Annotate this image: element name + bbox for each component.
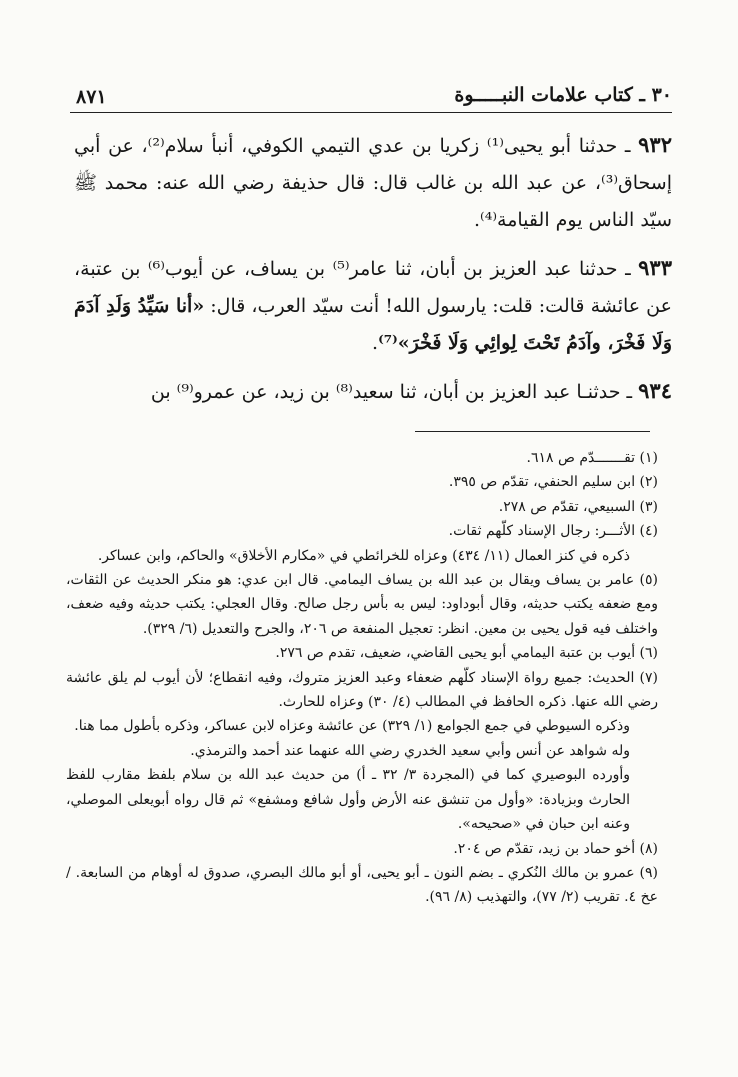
hadith-text: ـ حدثنا أبو يحيى⁽¹⁾ زكريا بن عدي التيمي الكوفي، أنبأ سلام⁽²⁾، عن أبي إسحاق⁽³⁾، عن عبد الله بن غالب قال: قال حذيفة رضي الله عنه: محمد ﷺ سيّد الناس يوم القيامة⁽⁴⁾. — [74, 135, 672, 231]
hadith-number: ٩٣٢ — [638, 132, 672, 157]
footnote: (١) تقـــــــدّم ص ٦١٨. — [526, 450, 658, 466]
footnote: (٧) الحديث: جميع رواة الإسناد كلّهم ضعفاء وعبد العزيز متروك، وفيه انقطاع؛ لأن أيوب لم يلق عائشة رضي الله عنها. ذكره الحافظ في المطالب (٤/ ٣٠) وعزاه للحارث. — [66, 669, 658, 711]
hadith-934 — [74, 372, 672, 411]
footnote-continuation: وأورده البوصيري كما في (المجردة ٣/ ٣٢ ـ أ) من حديث عبد الله بن سلام بلفظ مقارب للفظ الحارث وبزيادة: «وأول من تنشق عنه الأرض وأول شافع ومشفع» ثم قال رواه أبويعلى الموصلي، وعنه ابن حبان في «صحيحه». — [66, 767, 630, 833]
hadith-number: ٩٣٣ — [638, 255, 672, 280]
footnotes — [66, 446, 658, 910]
hadith-933 — [74, 249, 672, 362]
footnote: (٢) ابن سليم الحنفي، تقدّم ص ٣٩٥. — [448, 474, 658, 491]
page-header — [70, 82, 672, 113]
hadith-text: ـ حدثنا عبد العزيز بن أبان، ثنا عامر⁽⁵⁾ بن يساف، عن أيوب⁽⁶⁾ بن عتبة، عن عائشة قالت: قلت: يارسول الله! أنت سيّد العرب، قال: — [74, 258, 672, 317]
footnote: (٤) الأثـــر: رجال الإسناد كلّهم ثقات. — [448, 523, 658, 540]
footnote-continuation: وله شواهد عن أنس وأبي سعيد الخدري رضي الله عنهما عند أحمد والترمذي. — [190, 742, 630, 759]
main-text — [74, 126, 672, 421]
page-number: ٨٧١ — [76, 86, 107, 108]
footnote-continuation: ذكره في كنز العمال (١١/ ٤٣٤) وعزاه للخرائطي في «مكارم الأخلاق» والحاكم، وابن عساكر. — [97, 547, 630, 564]
hadith-quote: «أنا سَيِّدُ وَلَدِ آدَمَ وَلَا فَخْرَ، وآدَمُ تَحْتَ لِوائِي وَلَا فَخْرَ»⁽⁷⁾ — [74, 295, 672, 354]
hadith-number: ٩٣٤ — [638, 378, 672, 403]
footnote-separator — [415, 431, 650, 432]
footnote: (٩) عمرو بن مالك النُكري ـ بضم النون ـ أبو يحيى، أو أبو مالك البصري، صدوق له أوهام من السابعة. /عخ ٤. تقريب (٢/ ٧٧)، والتهذيب (٨/ ٩٦). — [66, 864, 658, 906]
footnote: (٥) عامر بن يساف ويقال بن عبد الله بن يساف اليمامي. قال ابن عدي: هو منكر الحديث عن الثقات، ومع ضعفه يكتب حديثه، وقال أبوداود: ليس به بأس رجل صالح. وقال العجلي: يكتب حديثه وفيه ضعف، واختلف فيه قول يحيى بن معين. انظر: تعجيل المنفعة ص ٢٠٦، والجرح والتعديل (٦/ ٣٢٩). — [66, 572, 658, 637]
footnote: (٨) أخو حماد بن زيد، تقدّم ص ٢٠٤. — [453, 840, 658, 857]
footnote: (٣) السبيعي، تقدّم ص ٢٧٨. — [498, 498, 658, 515]
footnote: (٦) أيوب بن عتبة اليمامي أبو يحيى القاضي، ضعيف، تقدم ص ٢٧٦. — [275, 645, 658, 662]
hadith-tail: . — [372, 332, 379, 354]
chapter-title: ٣٠ ـ كتاب علامات النبـــــوة — [454, 84, 672, 106]
hadith-932 — [74, 126, 672, 239]
hadith-text: ـ حدثنـا عبد العزيز بن أبان، ثنا سعيد⁽⁸⁾ بن زيد، عن عمرو⁽⁹⁾ بن — [150, 381, 639, 403]
footnote-continuation: وذكره السيوطي في جمع الجوامع (١/ ٣٢٩) عن عائشة وعزاه لابن عساكر، وذكره بأطول مما هنا. — [74, 718, 630, 735]
